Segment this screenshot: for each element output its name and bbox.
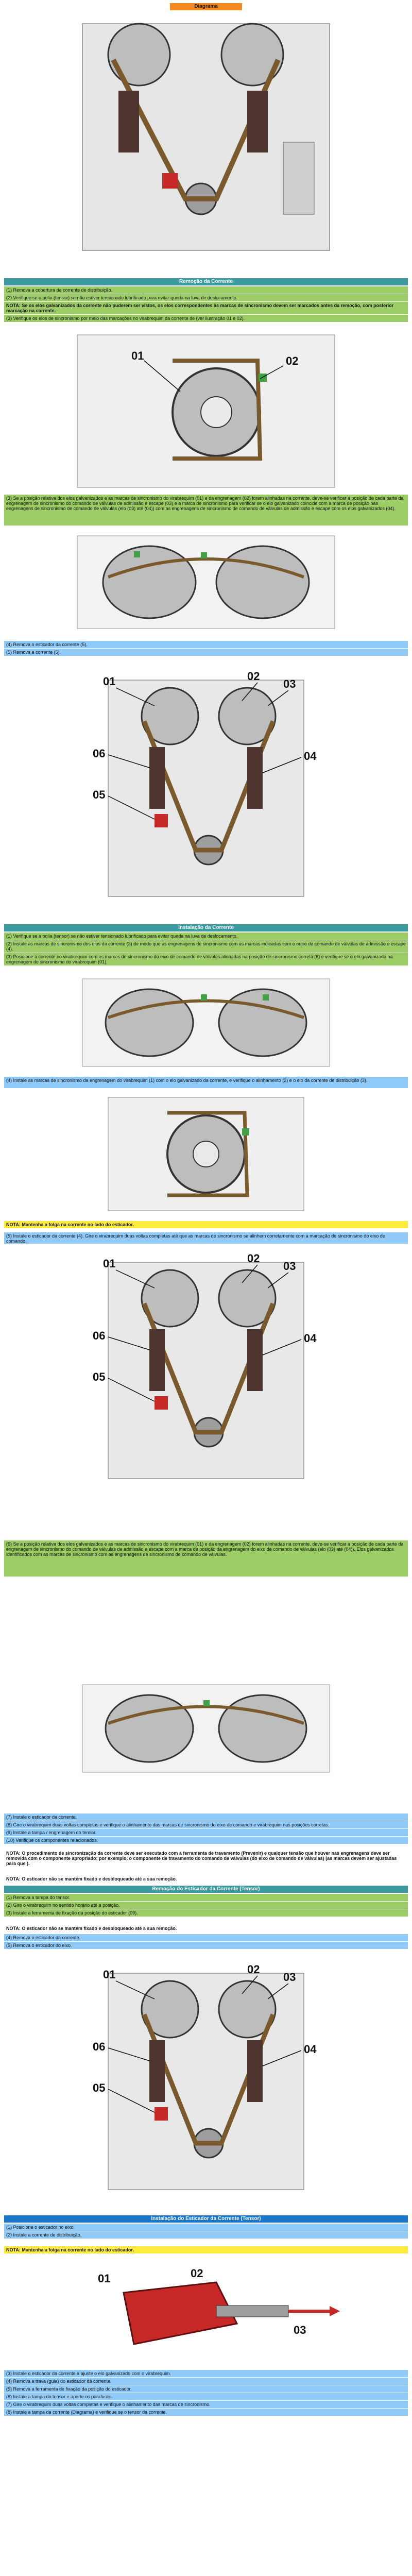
callout-06: 06: [93, 2040, 106, 2053]
warning-5: NOTA: Mantenha a folga na corrente no lado do esticador.: [4, 2246, 408, 2253]
engine-diagram-1: [52, 13, 360, 259]
install-green-long: (6) Se a posição relativa dos elos galvanizados e as marcas de sincronismo do virabrequim (01) e da engrenagem (02) forem alinhadas na corrente, deve-se verificar a posição de cada parte da engrenagem de sincronismo do comando de válvulas de admissão e escape com a marca de posição da engrenagem do eixo de comando de válvulas (elo (03) até (04)). Elos galvanizados identificados com as marcas de sincronismo com as engrenagens de sincronismo de comando de válvulas.: [4, 1540, 408, 1577]
callout-01: 01: [103, 1968, 116, 1981]
callout-01: 01: [103, 675, 116, 688]
callout-04: 04: [304, 750, 317, 762]
tensioner-removal-after: [4, 1934, 408, 1950]
callout-02: 02: [247, 670, 260, 683]
callout-01: 01: [103, 1257, 116, 1270]
install-step-9: (9) Instale a tampa / engrenagem do tensor.: [4, 1829, 408, 1837]
removal-step-4: (4) Remova o esticador da corrente (5).: [4, 641, 408, 649]
engine-diagram-11: [62, 2262, 350, 2365]
removal-step-1: (1) Remova a cobertura da corrente de distribuição.: [4, 286, 408, 294]
tensioner-install-1: (1) Posicione o esticador no eixo.: [4, 2224, 408, 2231]
engine-diagram-3: [72, 531, 340, 634]
callout-02: 02: [247, 1963, 260, 1976]
install-step-8: (8) Gire o virabrequim duas voltas completas e verifique o alinhamento das marcas de sincronismo do eixo de comando e virabrequim nas posições corretas.: [4, 1821, 408, 1829]
engine-diagram-6: [103, 1092, 309, 1216]
callout-06: 06: [93, 747, 106, 760]
callout-02: 02: [286, 354, 299, 367]
section-tensioner-removal: Remoção do Esticador da Corrente (Tensor): [4, 1886, 408, 1893]
tensioner-step-5: (5) Remova o esticador do eixo.: [4, 1942, 408, 1950]
removal-blue-steps: [4, 641, 408, 656]
removal-steps: [4, 286, 408, 323]
engine-diagram-7: [72, 1247, 340, 1489]
callout-02: 02: [247, 1252, 260, 1265]
tensioner-step-4: (4) Remova o esticador da corrente.: [4, 1934, 408, 1942]
removal-step-5: (5) Remova a corrente (5).: [4, 649, 408, 656]
install-step-1: (1) Verifique se a polia (tensor) se não estiver tensionado lubrificado para evitar queda na luva de deslocamento.: [4, 933, 408, 940]
callout-03: 03: [294, 2324, 306, 2336]
callout-03: 03: [283, 1260, 296, 1273]
warning-2: NOTA: O procedimento de sincronização da corrente deve ser executado com a ferramenta de travamento (Prevenir) e qualquer tensão que houver nas engrenagens deve ser removida com o componente apropriado; por exemplo, o componente de travamento do comando de válvulas (do eixo de comando de válvulas) (as marcas devem ser ajustadas para que ).: [4, 1850, 408, 1870]
removal-step-3: (3) Verifique os elos de sincronismo por meio das marcações no virabrequim da corrente de (ver ilustração 01 e 02).: [4, 315, 408, 323]
final-steps: [4, 2370, 408, 2416]
callout-01: 01: [131, 349, 144, 362]
install-after-warning: (5) Instale o esticador da corrente (4). Gire o virabrequim duas voltas completas até que as marcas de sincronismo se alinhem corretamente com a marcação de sincronismo do eixo de comando.: [4, 1232, 408, 1244]
callout-05: 05: [93, 1370, 106, 1383]
tensioner-step-3: (3) Instale a ferramenta de fixação da posição do esticador (09).: [4, 1909, 408, 1917]
engine-diagram-4: [72, 665, 340, 907]
tensioner-install-steps: [4, 2224, 408, 2239]
final-step-8: (8) Instale a tampa da corrente (Diagrama) e verifique se o tensor da corrente.: [4, 2409, 408, 2416]
final-step-3: (3) Instale o esticador da corrente a ajuste o elo galvanizado com o virabrequim.: [4, 2370, 408, 2378]
install-step-10: (10) Verifique os componentes relacionados.: [4, 1837, 408, 1844]
warning-3: NOTA: O esticador não se mantém fixado e desbloqueado até a sua remoção.: [4, 1875, 408, 1883]
install-step-3: (3) Posicione a corrente no virabrequim com as marcas de sincronismo do eixo de comando de válvulas alinhadas na posição de sincronismo correta (6) e verifique se o elo galvanizado na engrenagem de sincronismo do virabrequim (01).: [4, 953, 408, 966]
callout-05: 05: [93, 2081, 106, 2094]
install-step-7: (7) Instale o esticador da corrente.: [4, 1814, 408, 1821]
callout-05: 05: [93, 788, 106, 801]
warning-4: NOTA: O esticador não se mantém fixado e desbloqueado até a sua remoção.: [4, 1925, 408, 1932]
install-step-2: (2) Instale as marcas de sincronismo dos elos da corrente (3) de modo que as engrenagens de sincronismo com as marcas indicadas com o outro de comando de válvulas de admissão e escape (4).: [4, 940, 408, 953]
callout-02: 02: [191, 2267, 203, 2280]
final-step-7: (7) Gire o virabrequim duas voltas completas e verifique o alinhamento das marcas de sincronismo.: [4, 2401, 408, 2409]
removal-step-2: (2) Verifique se o polia (tensor) se não estiver tensionado lubrificado para evitar queda na luva de deslocamento.: [4, 294, 408, 302]
tensioner-step-2: (2) Gire o virabrequim no sentido horário até a posição.: [4, 1902, 408, 1909]
callout-01: 01: [98, 2272, 111, 2285]
section-removal: Remoção da Corrente: [4, 278, 408, 285]
install-list-2: [4, 1814, 408, 1844]
warning-1: NOTA: Mantenha a folga na corrente no lado do esticador.: [4, 1221, 408, 1228]
callout-06: 06: [93, 1329, 106, 1342]
final-step-4: (4) Remova a trava (guia) do esticador da corrente.: [4, 2378, 408, 2385]
install-blue-note: (4) Instale as marcas de sincronismo da engrenagem do virabrequim (1) com o elo galvanizado da corrente, e verifique o alinhamento (2) e o elo da corrente de distribuição (3).: [4, 1077, 408, 1088]
section-install: Instalação da Corrente: [4, 924, 408, 931]
section-tensioner-install: Instalação do Esticador da Corrente (Tensor): [4, 2215, 408, 2223]
removal-note: NOTA: Se os elos galvanizados da corrente não puderem ser vistos, os elos correspondentes às marcas de sincronismo devem ser marcados antes da remoção, com posterior marcação na corrente.: [4, 302, 408, 315]
callout-04: 04: [304, 1332, 317, 1345]
diagram-header: Diagrama: [170, 3, 242, 10]
callout-03: 03: [283, 1971, 296, 1984]
engine-diagram-5: [77, 974, 335, 1072]
engine-diagram-8: [77, 1680, 335, 1777]
removal-sync-note: (3) Se a posição relativa dos elos galvanizados e as marcas de sincronismo do virabrequim (01) e da engrenagem (02) forem alinhadas na corrente, deve-se verificar a posição de cada parte da engrenagem de sincronismo do comando de válvulas de admissão e escape (03) e a marca de sincronismo para verificar se o elo galvanizado coincide com a marca de posição nas engrenagens de sincronismo de comando de válvulas (elo (03) até (04)) com as engrenagens de sincronismo de comando de válvulas de admissão e escape com os elos galvanizados (04).: [4, 495, 408, 526]
callout-04: 04: [304, 2043, 317, 2056]
final-step-5: (5) Remova a ferramenta de fixação da posição do esticador.: [4, 2385, 408, 2393]
tensioner-install-2: (2) Instale a corrente de distribuição.: [4, 2231, 408, 2239]
tensioner-removal-steps: [4, 1894, 408, 1917]
install-steps: [4, 933, 408, 966]
final-step-6: (6) Instale a tampa do tensor e aperte os parafusos.: [4, 2393, 408, 2401]
engine-diagram-10: [72, 1958, 340, 2200]
engine-diagram-2: [62, 330, 350, 493]
tensioner-step-1: (1) Remova a tampa do tensor.: [4, 1894, 408, 1902]
callout-03: 03: [283, 677, 296, 690]
